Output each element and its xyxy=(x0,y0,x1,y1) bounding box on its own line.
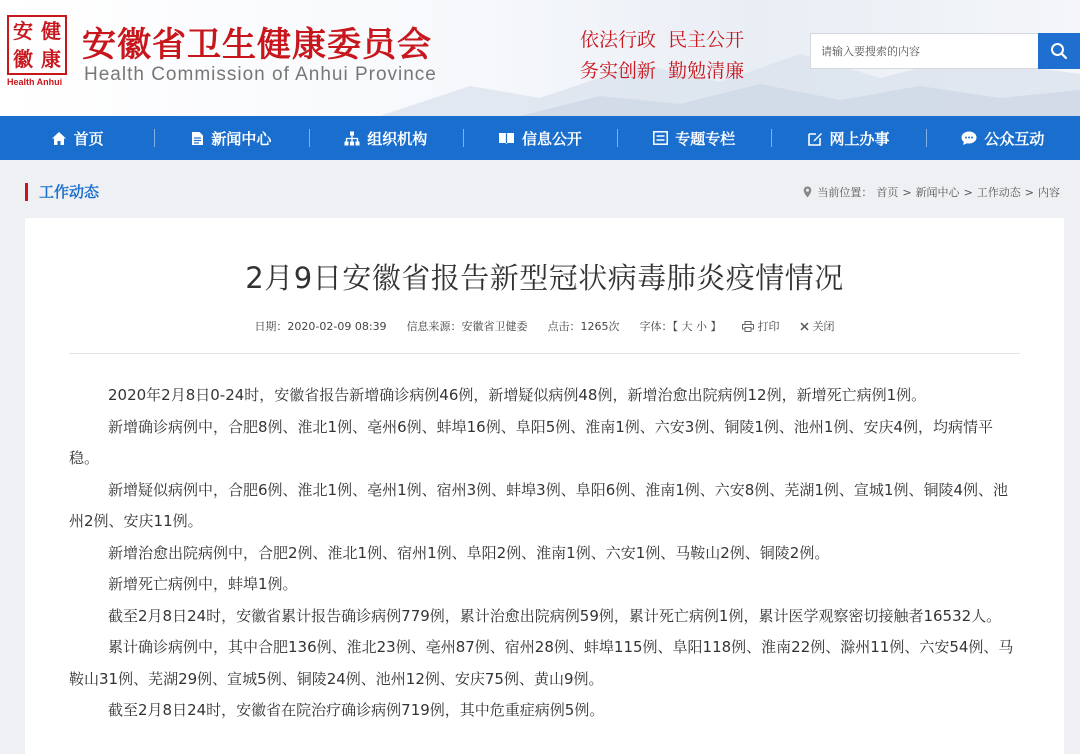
print-button[interactable] xyxy=(742,318,780,334)
site-title-en: Health Commission of Anhui Province xyxy=(84,64,437,85)
logo-subtitle: Health Anhui xyxy=(7,77,63,87)
article-body xyxy=(69,380,1019,727)
article-date: 日期：2020-02-09 08:39 xyxy=(254,320,387,333)
location-pin-icon xyxy=(803,186,812,198)
logo-char: 健 xyxy=(41,19,61,43)
article-paragraph: 2020年2月8日0-24时，安徽省报告新增确诊病例46例，新增疑似病例48例，新增治愈出院病例12例，新增死亡病例1例。 xyxy=(108,386,927,404)
slogan-line-2: 务实创新 勤勉清廉 xyxy=(580,60,745,82)
nav-item-label: 新闻中心 xyxy=(211,129,272,148)
search-icon xyxy=(1050,42,1068,60)
breadcrumb-work-updates[interactable]: 工作动态 xyxy=(976,186,1021,199)
article-paragraph: 截至2月8日24时，安徽省在院治疗确诊病例719例，其中危重症病例5例。 xyxy=(108,701,605,719)
article-source: 信息来源：安徽省卫健委 xyxy=(406,320,528,333)
search-input[interactable] xyxy=(810,33,1038,69)
search-bar xyxy=(810,33,1080,69)
book-icon xyxy=(498,131,515,145)
article-title: 2月9日安徽省报告新型冠状病毒肺炎疫情情况 xyxy=(245,261,844,295)
org-chart-icon xyxy=(344,131,360,146)
nav-item-label: 公众互动 xyxy=(984,129,1045,148)
section-title: 工作动态 xyxy=(25,183,99,201)
nav-item-special-topics[interactable] xyxy=(617,116,771,160)
print-icon xyxy=(742,321,754,332)
logo-char: 徽 xyxy=(13,47,33,71)
logo-char: 康 xyxy=(41,47,61,71)
nav-item-label: 首页 xyxy=(73,129,104,148)
nav-item-label: 专题专栏 xyxy=(675,129,736,148)
breadcrumb-news-center[interactable]: 新闻中心 xyxy=(915,186,960,199)
main-nav xyxy=(0,116,1080,160)
site-title: 安徽省卫生健康委员会 xyxy=(82,25,432,65)
list-icon xyxy=(653,131,668,145)
site-header xyxy=(0,0,1080,116)
close-button[interactable] xyxy=(800,318,835,334)
font-size-control[interactable]: 字体：【 大 小 】 xyxy=(639,320,722,333)
home-icon xyxy=(51,131,67,146)
slogan-line-1: 依法行政 民主公开 xyxy=(580,29,745,51)
nav-item-home[interactable] xyxy=(0,116,154,160)
article-paragraph: 新增确诊病例中，合肥8例、淮北1例、亳州6例、蚌埠16例、阜阳5例、淮南1例、六安3例、铜陵1例、池州1例、安庆4例，均病情平稳。 xyxy=(69,417,993,467)
nav-item-label: 信息公开 xyxy=(521,129,582,148)
breadcrumb-separator: > xyxy=(1024,185,1034,199)
nav-item-news[interactable] xyxy=(154,116,308,160)
divider xyxy=(69,353,1020,354)
article-paragraph: 截至2月8日24时，安徽省累计报告确诊病例779例，累计治愈出院病例59例，累计死亡病例1例，累计医学观察密切接触者16532人。 xyxy=(108,606,1002,625)
nav-item-public-interaction[interactable] xyxy=(926,116,1080,160)
nav-item-info-disclosure[interactable] xyxy=(463,116,617,160)
section-bar xyxy=(0,160,1080,218)
site-logo[interactable] xyxy=(7,15,69,91)
breadcrumb xyxy=(803,184,1064,200)
article-card xyxy=(25,218,1064,754)
article-paragraph: 累计确诊病例中，其中合肥136例、淮北23例、亳州87例、宿州28例、蚌埠115例、阜阳118例、淮南22例、滁州11例、六安54例、马鞍山31例、芜湖29例、宣城5例、铜陵24例、池州12例、安庆75例、黄山9例。 xyxy=(69,638,1014,688)
close-label: 关闭 xyxy=(812,320,835,333)
article-meta xyxy=(25,318,1064,334)
breadcrumb-separator: > xyxy=(963,185,973,199)
article-views: 点击：1265次 xyxy=(547,320,620,333)
nav-item-organization[interactable] xyxy=(309,116,463,160)
nav-item-online-services[interactable] xyxy=(771,116,925,160)
nav-item-label: 网上办事 xyxy=(829,129,890,148)
close-icon xyxy=(800,322,809,331)
edit-icon xyxy=(808,131,823,146)
breadcrumb-content: 内容 xyxy=(1038,186,1060,199)
breadcrumb-home[interactable]: 首页 xyxy=(876,186,899,199)
logo-seal xyxy=(7,15,67,75)
breadcrumb-prefix: 当前位置： xyxy=(817,186,873,199)
breadcrumb-separator: > xyxy=(902,185,912,199)
article-paragraph: 新增死亡病例中，蚌埠1例。 xyxy=(108,575,298,593)
nav-item-label: 组织机构 xyxy=(367,129,428,148)
chat-icon xyxy=(961,131,977,146)
article-paragraph: 新增疑似病例中，合肥6例、淮北1例、亳州1例、宿州3例、蚌埠3例、阜阳6例、淮南1例、六安8例、芜湖1例、宣城1例、铜陵4例、池州2例、安庆11例。 xyxy=(69,480,1008,530)
search-button[interactable] xyxy=(1038,33,1080,69)
print-label: 打印 xyxy=(757,320,780,333)
article-paragraph: 新增治愈出院病例中，合肥2例、淮北1例、宿州1例、阜阳2例、淮南1例、六安1例、马鞍山2例、铜陵2例。 xyxy=(108,543,830,562)
logo-char: 安 xyxy=(13,19,33,43)
document-icon xyxy=(191,131,204,146)
